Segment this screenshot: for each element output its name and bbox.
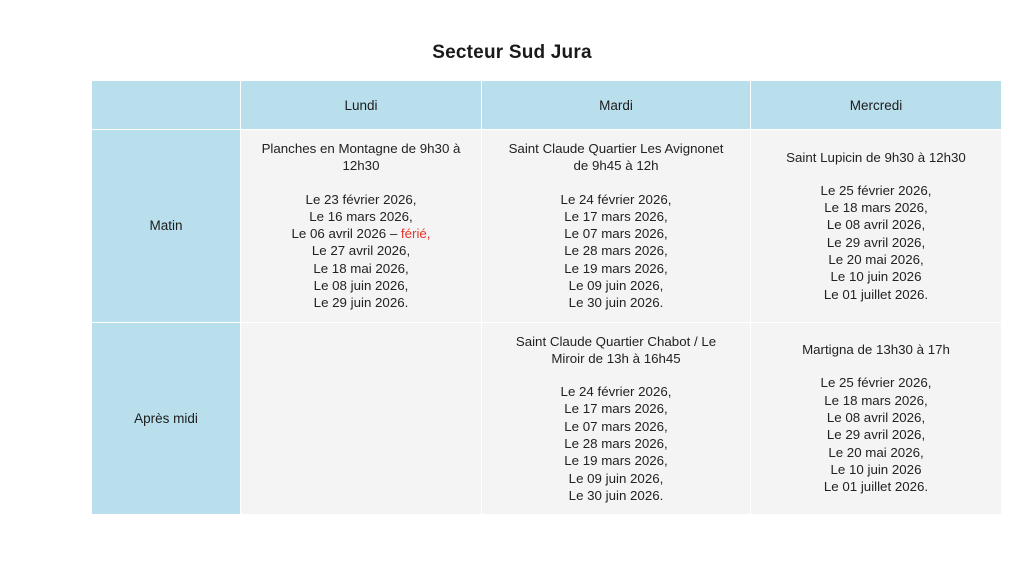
list-item [249,225,473,242]
list-item: Le 09 juin 2026, [568,277,664,293]
list-item: Le 23 février 2026, [305,191,417,207]
column-header-mercredi: Mercredi [751,81,1002,130]
list-item: Le 30 juin 2026. [568,295,664,311]
schedule-table-container [91,80,966,515]
table-row [92,130,1002,323]
cell-date-list [759,374,993,495]
list-item: Le 01 juillet 2026. [823,286,929,302]
list-item: Le 27 avril 2026, [311,243,411,259]
cell-matin-lundi [241,130,482,323]
cell-matin-mardi [482,130,751,323]
list-item: Le 17 mars 2026, [564,401,668,417]
list-item: Le 20 mai 2026, [828,252,924,268]
page-title: Secteur Sud Jura [432,42,592,63]
cell-matin-mercredi [751,130,1002,323]
list-item: Le 09 juin 2026, [568,470,664,486]
cell-date-list [249,191,473,312]
list-item: Le 10 juin 2026 [830,461,922,477]
row-label-apres-midi: Après midi [92,322,241,515]
list-item: Le 20 mai 2026, [828,444,924,460]
list-item: Le 19 mars 2026, [564,453,668,469]
table-header-row [92,81,1002,130]
list-item: Le 08 juin 2026, [313,277,409,293]
list-item: Le 08 avril 2026, [826,217,926,233]
table-corner-cell [92,81,241,130]
column-header-mardi: Mardi [482,81,751,130]
list-item: Le 18 mars 2026, [824,200,928,216]
list-item: Le 24 février 2026, [560,191,672,207]
cell-heading: Saint Claude Quartier Les Avignonet de 9h45 à 12h [508,141,724,174]
list-item: Le 28 mars 2026, [564,435,668,451]
list-item: Le 18 mars 2026, [824,392,928,408]
cell-heading: Planches en Montagne de 9h30 à 12h30 [261,141,461,174]
table-row [92,322,1002,515]
cell-heading: Martigna de 13h30 à 17h [802,342,950,358]
cell-heading: Saint Lupicin de 9h30 à 12h30 [786,149,966,165]
list-item: Le 07 mars 2026, [564,418,668,434]
cell-apres-midi-mercredi [751,322,1002,515]
list-item: Le 08 avril 2026, [826,410,926,426]
list-item: Le 19 mars 2026, [564,260,668,276]
list-item: Le 07 mars 2026, [564,226,668,242]
list-item: Le 18 mai 2026, [313,260,409,276]
list-item: Le 24 février 2026, [560,384,672,400]
cell-apres-midi-lundi [241,322,482,515]
list-item: Le 25 février 2026, [820,182,932,198]
cell-heading: Saint Claude Quartier Chabot / Le Miroir de 13h à 16h45 [515,333,717,366]
list-item: Le 16 mars 2026, [309,208,413,224]
cell-date-list [759,182,993,303]
holiday-note: férié, [400,226,431,242]
column-header-lundi: Lundi [241,81,482,130]
list-item: Le 25 février 2026, [820,375,932,391]
list-item: Le 29 avril 2026, [826,234,926,250]
list-item: Le 29 juin 2026. [313,295,409,311]
list-item: Le 17 mars 2026, [564,208,668,224]
list-item-text: Le 06 avril 2026 – [291,226,401,242]
list-item: Le 01 juillet 2026. [823,479,929,495]
list-item: Le 29 avril 2026, [826,427,926,443]
list-item: Le 10 juin 2026 [830,269,922,285]
row-label-matin: Matin [92,130,241,323]
list-item: Le 30 juin 2026. [568,487,664,503]
list-item: Le 28 mars 2026, [564,243,668,259]
cell-apres-midi-mardi [482,322,751,515]
schedule-table [91,80,1002,515]
cell-date-list [490,383,742,504]
cell-date-list [490,191,742,312]
